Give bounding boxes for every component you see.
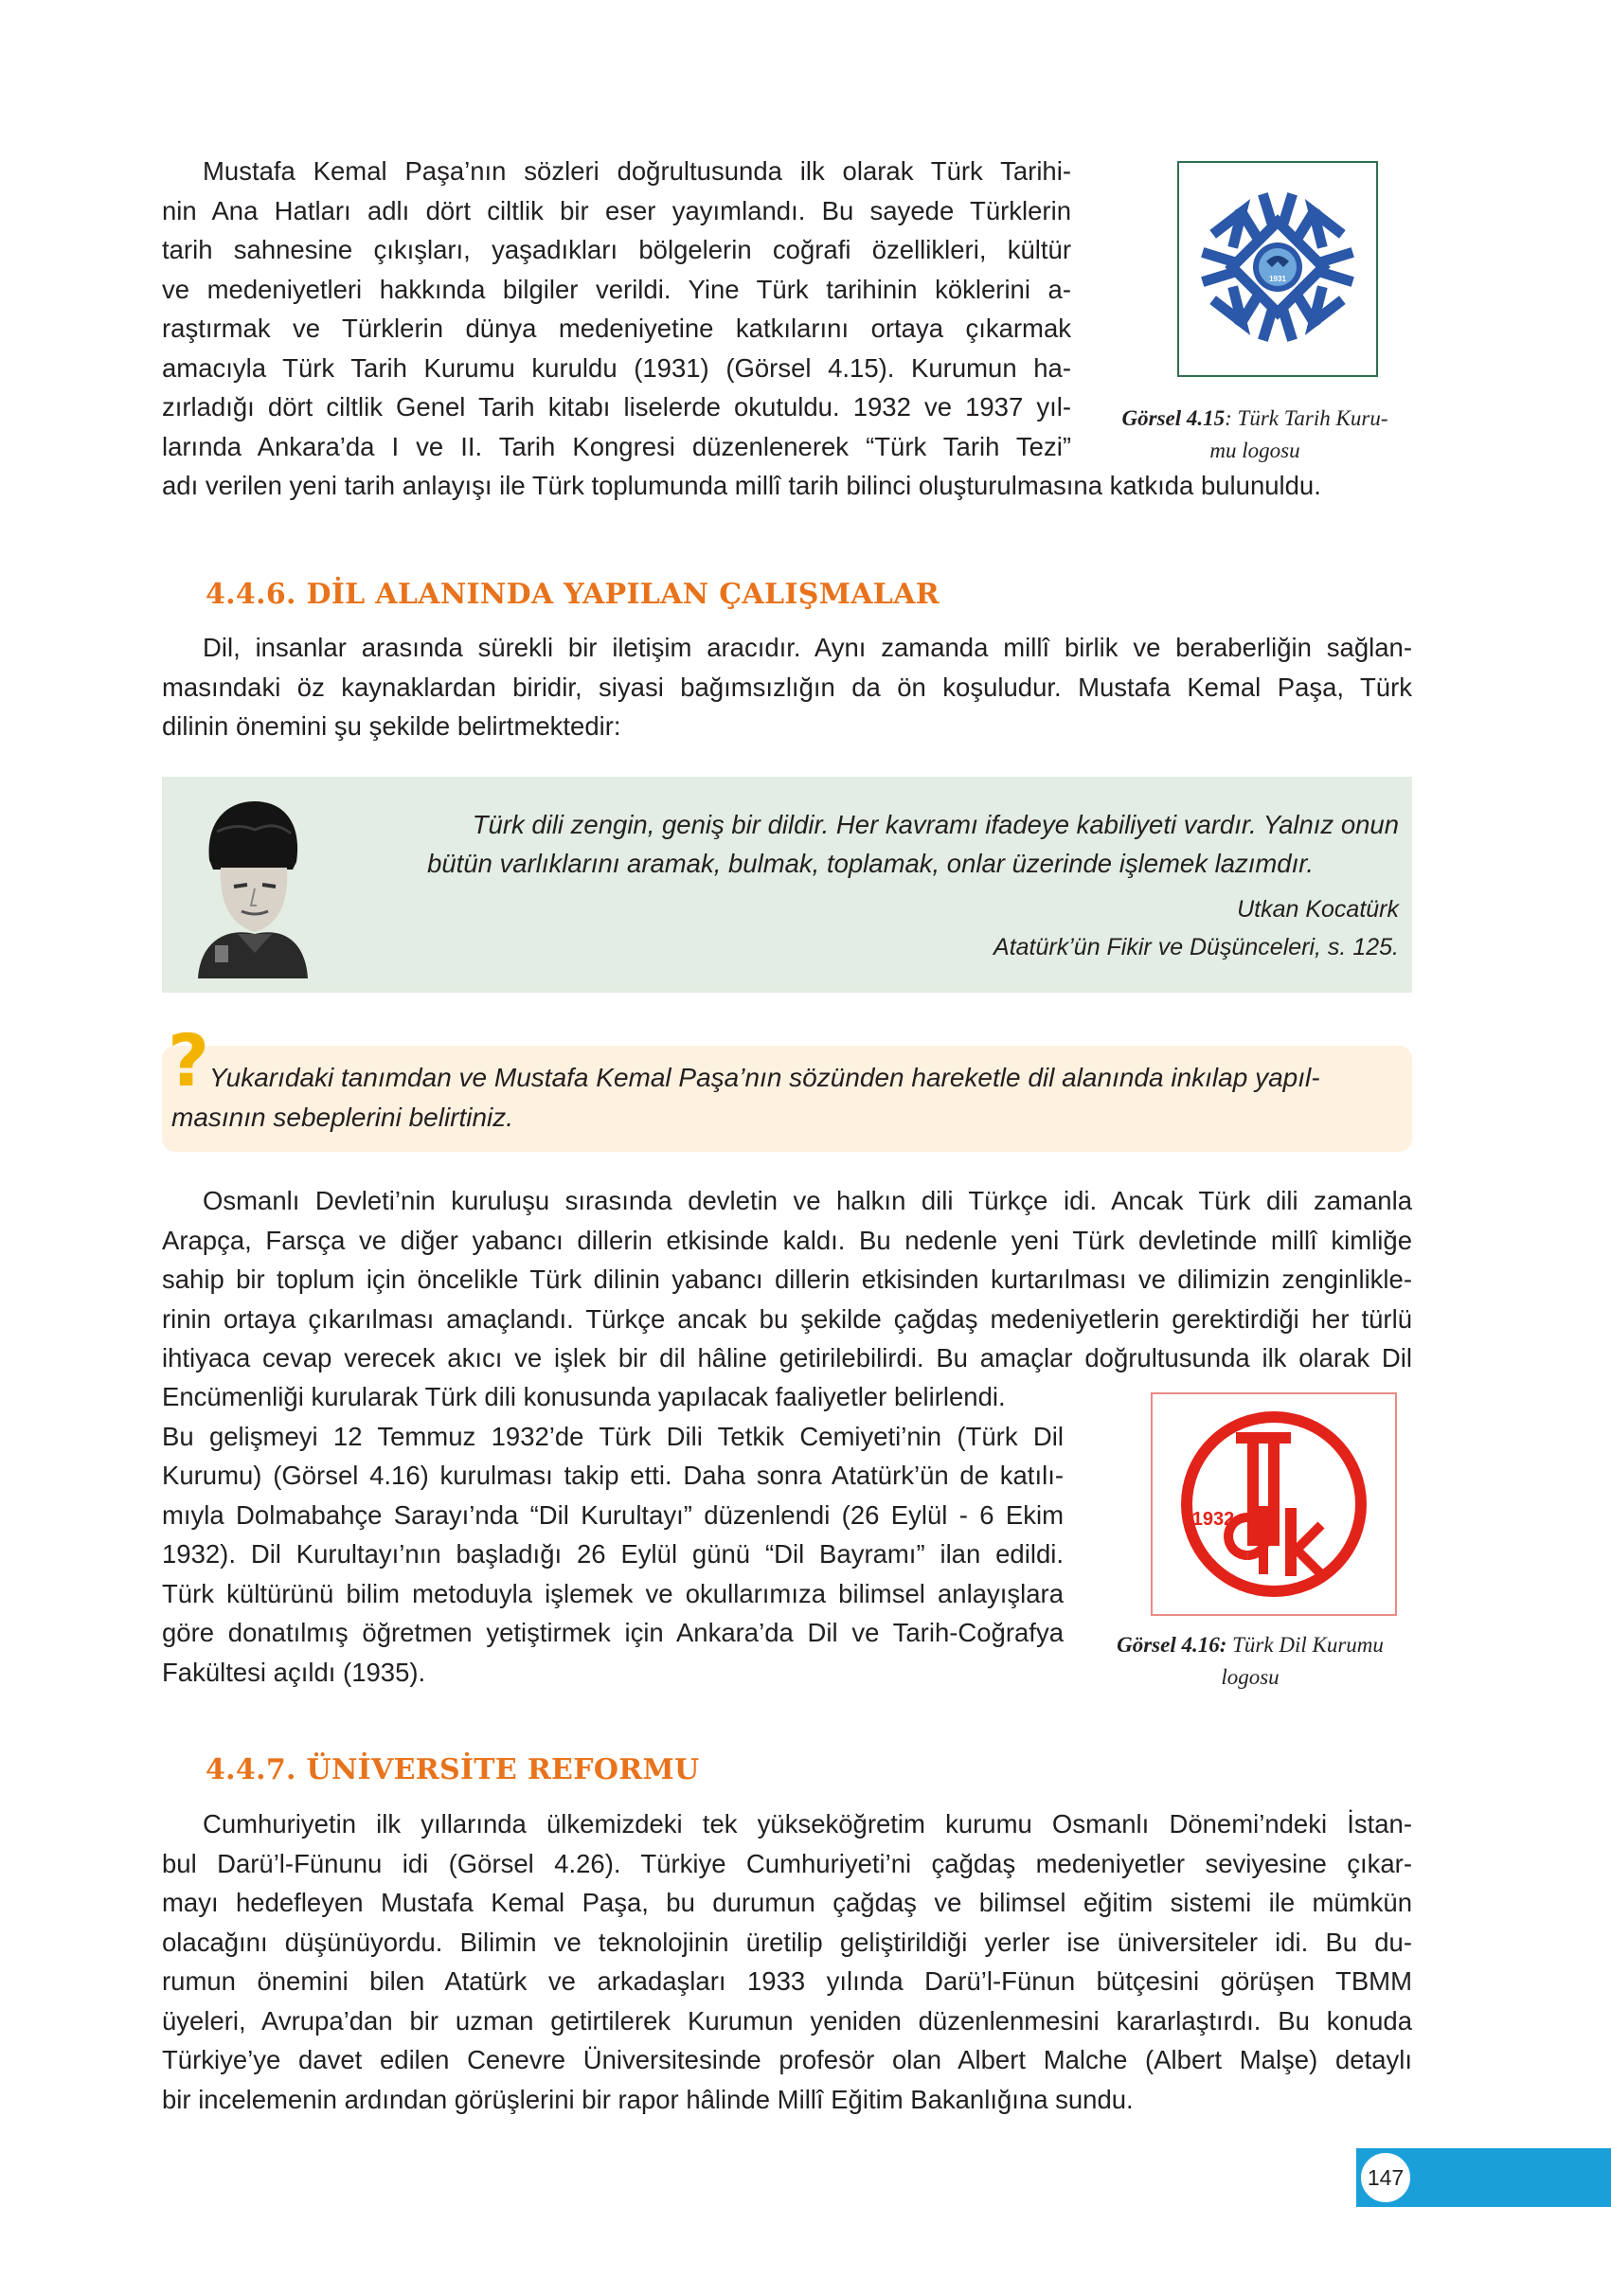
text-line: ve medeniyetleri hakkında bilgiler verildi. Yine Türk tarihinin köklerini a-: [162, 274, 1071, 304]
text-line: Bu gelişmeyi 12 Temmuz 1932’de Türk Dili Tetkik Cemiyeti’nin (Türk Dil: [162, 1421, 1064, 1451]
question-line-2: masının sebeplerini belirtiniz.: [171, 1103, 514, 1132]
text-line: rinin ortaya çıkarılması amaçlandı. Türkçe ancak bu şekilde çağdaş medeniyetlerin gerektirdiği her türlü: [162, 1303, 1412, 1334]
figure-4-16-caption: [1094, 1629, 1406, 1694]
text-line: adı verilen yeni tarih anlayışı ile Türk toplumunda millî tarih bilinci oluşturulmasına katkıda bulunuldu.: [162, 471, 1321, 500]
caption-label: Görsel 4.15: [1121, 406, 1226, 430]
quote-line-1: Türk dili zengin, geniş bir dildir. Her kavramı ifadeye kabiliyeti vardır. Yalnız onun: [472, 810, 1399, 839]
text-line: Dil, insanlar arasında sürekli bir iletişim aracıdır. Aynı zamanda millî birlik ve beraberliğin sağlan-: [203, 633, 1412, 662]
quote-line-2: bütün varlıklarını aramak, bulmak, toplamak, onlar üzerinde işlemek lazımdır.: [427, 849, 1314, 878]
tdk-logo-year: 1932: [1191, 1509, 1235, 1530]
text-line: Türk kültürünü bilim metoduyla işlemek ve okullarımıza bilimsel anlayışlara: [162, 1578, 1064, 1608]
question-line-1: Yukarıdaki tanımdan ve Mustafa Kemal Paşa’nın sözünden hareketle dil alanında inkılap yapıl-: [209, 1063, 1320, 1092]
text-line: sahip bir toplum için öncelikle Türk dilinin yabancı dillerin etkisinden kurtarılması ve dilimizin zenginlikle-: [162, 1265, 1412, 1294]
paragraph-tarih-kurumu-end: [162, 466, 1412, 506]
page-number-badge: [1358, 2150, 1413, 2205]
caption-text: : Türk Tarih Kuru-: [1225, 406, 1388, 430]
text-line: ihtiyaca cevap verecek akıcı ve işlek bir dil hâline getirilebilirdi. Bu amaçlar doğrultusunda ilk olarak Dil: [162, 1343, 1412, 1372]
paragraph-dil-calismalari-cont: [162, 1377, 1064, 1692]
question-mark-icon: ?: [168, 1018, 210, 1103]
text-line: amacıyla Türk Tarih Kurumu kuruldu (1931) (Görsel 4.15). Kurumun ha-: [162, 352, 1071, 383]
text-line: mıyla Dolmabahçe Sarayı’nda “Dil Kurultayı” düzenlendi (26 Eylül - 6 Ekim: [162, 1499, 1064, 1530]
caption-text: Türk Dil Kurumu: [1226, 1633, 1384, 1657]
text-line: Osmanlı Devleti’nin kuruluşu sırasında devletin ve halkın dili Türkçe idi. Ancak Türk dili zamanla: [203, 1186, 1412, 1215]
text-line: masındaki öz kaynaklardan biridir, siyasi bağımsızlığın da ön koşuludur. Mustafa Kemal Paşa, Türk: [162, 672, 1412, 702]
text-line: olacağını düşünüyordu. Bilimin ve teknolojinin üretilip geliştirildiği yerler ise üniversiteler idi. Bu du-: [162, 1927, 1412, 1957]
caption-text-line2: logosu: [1221, 1665, 1280, 1689]
page-number: 147: [1367, 2164, 1405, 2190]
tdk-logo-icon: [1153, 1394, 1395, 1614]
quote-text: [338, 805, 1399, 883]
text-line: larında Ankara’da I ve II. Tarih Kongresi düzenlenerek “Türk Tarih Tezi”: [162, 431, 1071, 461]
text-line: nin Ana Hatları adlı dört ciltlik bir eser yayımlandı. Bu sayede Türklerin: [162, 195, 1071, 225]
paragraph-dil-calismalari: [162, 1181, 1412, 1378]
question-text: [171, 1058, 1399, 1138]
text-line: mayı hedefleyen Mustafa Kemal Paşa, bu durumun çağdaş ve bilimsel eğitim sistemi ile mümkün: [162, 1888, 1412, 1917]
text-line: dilinin önemini şu şekilde belirtmektedir:: [162, 711, 621, 741]
text-line: zırladığı dört ciltlik Genel Tarih kitabı liselerde okutuldu. 1932 ve 1937 yıl-: [162, 392, 1071, 422]
text-line: bir incelemenin ardından görüşlerini bir rapor hâlinde Millî Eğitim Bakanlığına sundu.: [162, 2084, 1134, 2114]
text-line: göre donatılmış öğretmen yetiştirmek için Ankara’da Dil ve Tarih-Coğrafya: [162, 1618, 1064, 1647]
quote-author: Utkan Kocatürk: [1237, 896, 1399, 923]
ataturk-portrait-image: [188, 794, 316, 978]
question-box: [162, 1018, 1412, 1152]
ttk-logo-icon: [1179, 163, 1376, 375]
text-line: Cumhuriyetin ilk yıllarında ülkemizdeki tek yükseköğretim kurumu Osmanlı Dönemi’ndeki İstan-: [203, 1809, 1412, 1839]
section-heading-446: 4.4.6. DİL ALANINDA YAPILAN ÇALIŞMALAR: [206, 578, 940, 611]
paragraph-dil-intro: [162, 628, 1412, 746]
text-line: Arapça, Farsça ve diğer yabancı dillerin etkisinde kaldı. Bu nedenle yeni Türk devletinde millî kimliğe: [162, 1225, 1412, 1255]
figure-ttk-logo-frame: [1177, 161, 1378, 377]
caption-label: Görsel 4.16:: [1117, 1633, 1227, 1657]
text-line: Kurumu) (Görsel 4.16) kurulması takip etti. Daha sonra Atatürk’ün de katılı-: [162, 1461, 1064, 1490]
text-line: üyeleri, Avrupa’dan bir uzman getirtilerek Kurumun yeniden düzenlenmesini kararlaştırdı. Bu konuda: [162, 2005, 1412, 2036]
text-line: raştırmak ve Türklerin dünya medeniyetine katkılarını ortaya çıkarmak: [162, 314, 1071, 343]
text-line: Encümenliği kurularak Türk dili konusunda yapılacak faaliyetler belirlendi.: [162, 1382, 1006, 1411]
ttk-logo-year: 1931: [1269, 275, 1286, 283]
text-line: tarih sahnesine çıkışları, yaşadıkları bölgelerin coğrafi özellikleri, kültür: [162, 235, 1071, 264]
text-line: 1932). Dil Kurultayı’nın başladığı 26 Eylül günü “Dil Bayramı” ilan edildi.: [162, 1539, 1064, 1569]
text-line: Türkiye’ye davet edilen Cenevre Üniversitesinde profesör olan Albert Malche (Albert Malşe) detaylı: [162, 2045, 1412, 2074]
text-line: bul Darü’l-Fünunu idi (Görsel 4.26). Türkiye Cumhuriyeti’ni çağdaş medeniyetler seviyesine çıkar-: [162, 1848, 1412, 1878]
quote-box: [162, 777, 1412, 993]
paragraph-tarih-kurumu: [162, 152, 1071, 466]
caption-text-line2: mu logosu: [1209, 439, 1300, 462]
paragraph-universite: [162, 1804, 1412, 2119]
figure-4-15-caption: [1099, 403, 1411, 467]
section-heading-447: 4.4.7. ÜNİVERSİTE REFORMU: [206, 1753, 700, 1786]
quote-source: Atatürk’ün Fikir ve Düşünceleri, s. 125.: [993, 934, 1399, 960]
text-line: rumun önemini bilen Atatürk ve arkadaşları 1933 yılında Darü’l-Fünun bütçesini görüşen TBMM: [162, 1966, 1412, 1996]
text-line: Mustafa Kemal Paşa’nın sözleri doğrultusunda ilk olarak Türk Tarihi-: [203, 156, 1071, 186]
text-line: Fakültesi açıldı (1935).: [162, 1657, 426, 1687]
figure-tdk-logo-frame: [1151, 1392, 1397, 1616]
